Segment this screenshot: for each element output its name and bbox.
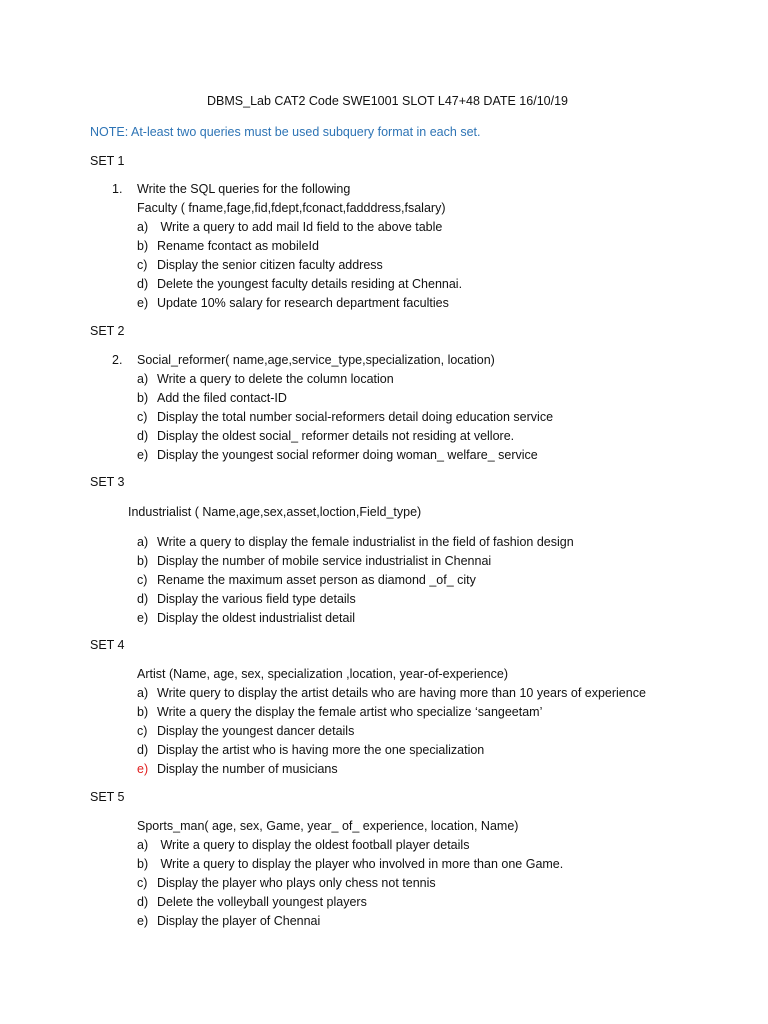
list-item [137,447,538,463]
item-label: d) [137,277,149,291]
item-text: Display the youngest social reformer doing woman_ welfare_ service [157,448,538,462]
item-text: Write a query the display the female artist who specialize ‘sangeetam’ [157,705,543,719]
list-item [137,295,449,311]
list-item [137,534,574,550]
item-text: Display the player who plays only chess not tennis [157,876,436,890]
set-3-heading: SET 3 [90,475,125,489]
list-item [137,238,319,254]
list-item [137,371,394,387]
set-3-schema: Industrialist ( Name,age,sex,asset,loction,Field_type) [128,505,422,519]
list-item [137,837,469,853]
list-item [137,428,514,444]
item-label: d) [137,743,149,757]
set-2-number: 2. [112,353,123,367]
item-text: Display the oldest social_ reformer details not residing at vellore. [157,429,515,443]
item-label: a) [137,838,149,852]
list-item [137,591,356,607]
set-2-schema: Social_reformer( name,age,service_type,specialization, location) [137,353,495,367]
item-label: e) [137,914,149,928]
item-text: Display the various field type details [157,592,356,606]
item-label: a) [137,220,149,234]
list-item [137,761,338,777]
item-label: e) [137,448,149,462]
item-label: e) [137,296,149,310]
set-1-schema: Faculty ( fname,fage,fid,fdept,fconact,fadddress,fsalary) [137,201,446,215]
item-label: e) [137,611,149,625]
item-label: b) [137,554,149,568]
item-text: Rename the maximum asset person as diamond _of_ city [157,573,476,587]
set-1-number: 1. [112,182,123,196]
item-text: Update 10% salary for research department faculties [157,296,449,310]
item-label: b) [137,705,149,719]
item-text: Display the senior citizen faculty address [157,258,383,272]
list-item [137,572,476,588]
item-text: Delete the youngest faculty details residing at Chennai. [157,277,463,291]
item-text: Display the number of mobile service industrialist in Chennai [157,554,492,568]
item-text: Write a query to display the oldest football player details [157,838,470,852]
list-item [137,742,484,758]
list-item [137,685,646,701]
item-label: d) [137,592,149,606]
item-text: Display the artist who is having more the one specialization [157,743,485,757]
item-label: d) [137,895,149,909]
document-title: DBMS_Lab CAT2 Code SWE1001 SLOT L47+48 DATE 16/10/19 [207,94,568,108]
item-label-highlighted: e) [137,762,149,776]
list-item [137,723,354,739]
set-1-heading: SET 1 [90,154,125,168]
set-1-instruction: Write the SQL queries for the following [137,182,351,196]
list-item [137,257,383,273]
set-5-heading: SET 5 [90,790,125,804]
list-item [137,390,287,406]
item-label: c) [137,876,148,890]
item-text: Display the youngest dancer details [157,724,355,738]
item-text: Write a query to display the player who involved in more than one Game. [157,857,564,871]
item-text: Display the player of Chennai [157,914,321,928]
item-label: c) [137,573,148,587]
item-text: Display the number of musicians [157,762,338,776]
item-label: a) [137,372,149,386]
item-text: Write a query to display the female industrialist in the field of fashion design [157,535,574,549]
item-text: Delete the volleyball youngest players [157,895,367,909]
item-label: c) [137,410,148,424]
list-item [137,875,436,891]
note-text: NOTE: At-least two queries must be used subquery format in each set. [90,125,481,139]
set-5-schema: Sports_man( age, sex, Game, year_ of_ experience, location, Name) [137,819,519,833]
list-item [137,894,367,910]
item-text: Add the filed contact-ID [157,391,287,405]
item-text: Write a query to delete the column location [157,372,394,386]
list-item [137,704,542,720]
item-label: b) [137,391,149,405]
item-text: Display the total number social-reformers detail doing education service [157,410,554,424]
list-item [137,409,553,425]
item-label: b) [137,857,149,871]
item-label: d) [137,429,149,443]
item-text: Write a query to add mail Id field to the above table [157,220,443,234]
list-item [137,553,491,569]
item-text: Display the oldest industrialist detail [157,611,356,625]
set-2-heading: SET 2 [90,324,125,338]
set-4-heading: SET 4 [90,638,125,652]
item-text: Write query to display the artist details who are having more than 10 years of experience [157,686,646,700]
list-item [137,276,462,292]
set-4-schema: Artist (Name, age, sex, specialization ,location, year-of-experience) [137,667,508,681]
item-label: c) [137,724,148,738]
item-label: b) [137,239,149,253]
list-item [137,610,355,626]
item-text: Rename fcontact as mobileId [157,239,319,253]
list-item [137,856,563,872]
list-item [137,219,442,235]
item-label: a) [137,686,149,700]
list-item [137,913,320,929]
item-label: a) [137,535,149,549]
item-label: c) [137,258,148,272]
